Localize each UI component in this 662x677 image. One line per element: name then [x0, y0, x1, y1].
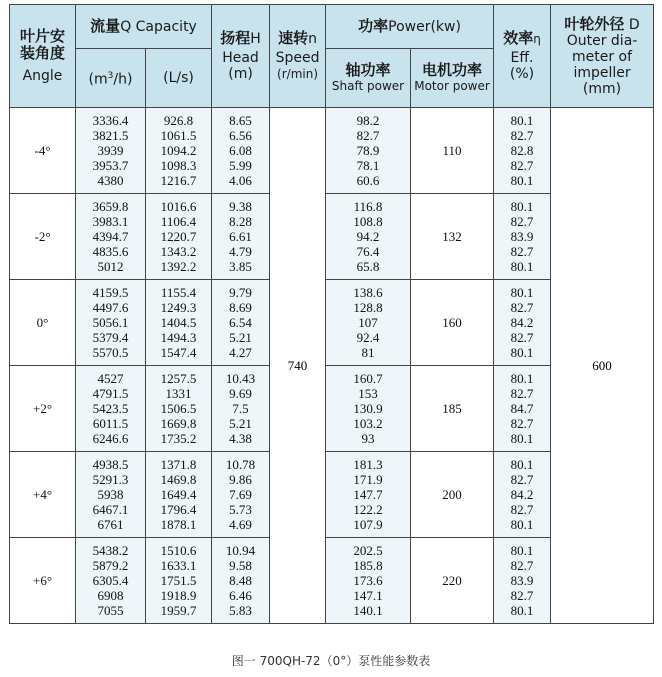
table-row: [10, 108, 654, 194]
shaft-power-cell: [326, 108, 411, 194]
capacity-ls-cell-value: 1106.4: [160, 214, 197, 229]
shaft-power-cell-value: 202.5: [353, 543, 383, 558]
capacity-m3h-cell-value: 3821.5: [92, 128, 129, 143]
shaft-power-cell: [326, 366, 411, 452]
head-cell-value: 10.94: [225, 543, 256, 558]
efficiency-cell-value: 82.7: [510, 472, 534, 487]
header-diameter-en3: impeller: [573, 64, 631, 81]
efficiency-cell-value: 82.7: [510, 558, 534, 573]
capacity-ls-cell-value: 1343.2: [160, 244, 197, 259]
shaft-power-cell-value: 107: [358, 315, 378, 330]
capacity-ls-cell-value: 1220.7: [160, 229, 197, 244]
head-cell-value: 7.5: [232, 401, 249, 416]
efficiency-cell-value: 80.1: [510, 603, 534, 618]
capacity-ls-cell: [146, 538, 212, 624]
capacity-m3h-cell: [76, 538, 146, 624]
capacity-m3h-cell-value: 4527: [97, 371, 124, 386]
header-eff-en: Eff.: [510, 50, 534, 66]
shaft-power-cell-value: 65.8: [356, 259, 380, 274]
header-shaft-zh: 轴功率: [345, 61, 391, 79]
header-power-en: Power(kw): [388, 19, 461, 35]
capacity-m3h-cell: [76, 194, 146, 280]
capacity-ls-cell-value: 1959.7: [160, 603, 197, 618]
capacity-m3h-cell-value: 6761: [97, 517, 124, 532]
angle-cell: +4°: [10, 452, 76, 538]
capacity-ls-cell-value: 1669.8: [160, 416, 197, 431]
header-diameter-en1: Outer dia-: [566, 32, 638, 49]
capacity-ls-cell-value: 1098.3: [160, 158, 197, 173]
header-capacity-zh: 流量: [90, 17, 121, 35]
capacity-ls-cell-value: 1371.8: [160, 457, 197, 472]
header-motor-power: [411, 49, 494, 108]
shaft-power-cell-value: 171.9: [353, 472, 383, 487]
capacity-m3h-cell: [76, 108, 146, 194]
capacity-m3h-cell-value: 6246.6: [92, 431, 129, 446]
header-head-zh: 扬程: [220, 29, 251, 47]
head-cell: [212, 366, 270, 452]
shaft-power-cell-value: 185.8: [353, 558, 383, 573]
capacity-ls-cell-value: 1735.2: [160, 431, 197, 446]
efficiency-cell-value: 82.7: [510, 214, 534, 229]
shaft-power-cell-value: 140.1: [353, 603, 383, 618]
shaft-power-cell: [326, 538, 411, 624]
motor-power-cell: 200: [411, 452, 494, 538]
capacity-ls-cell-value: 1918.9: [160, 588, 197, 603]
header-diameter-sym: D: [628, 16, 640, 33]
capacity-ls-cell-value: 1649.4: [160, 487, 197, 502]
capacity-m3h-cell: [76, 366, 146, 452]
head-cell: [212, 280, 270, 366]
capacity-m3h-cell-value: 7055: [97, 603, 124, 618]
head-cell-value: 9.79: [229, 285, 252, 300]
efficiency-cell-value: 82.7: [510, 244, 534, 259]
header-head: [212, 5, 270, 108]
capacity-m3h-cell-value: 4394.7: [92, 229, 129, 244]
capacity-ls-cell-value: 1506.5: [160, 401, 197, 416]
capacity-ls-cell-value: 1392.2: [160, 259, 197, 274]
capacity-ls-cell-value: 1016.6: [160, 199, 197, 214]
angle-cell: -2°: [10, 194, 76, 280]
capacity-m3h-cell-value: 3983.1: [92, 214, 129, 229]
head-cell-value: 6.46: [229, 588, 252, 603]
capacity-m3h-cell-value: 4835.6: [92, 244, 129, 259]
head-cell-value: 6.56: [229, 128, 252, 143]
head-cell-value: 4.27: [229, 345, 252, 360]
head-cell-value: 5.21: [229, 330, 252, 345]
capacity-m3h-cell-value: 5938: [97, 487, 124, 502]
header-head-sym: H: [250, 31, 261, 47]
shaft-power-cell-value: 138.6: [353, 285, 383, 300]
capacity-ls-cell-value: 1061.5: [160, 128, 197, 143]
capacity-m3h-cell-value: 5879.2: [92, 558, 129, 573]
capacity-ls-cell: [146, 194, 212, 280]
shaft-power-cell-value: 78.1: [356, 158, 380, 173]
capacity-m3h-cell-value: 5379.4: [92, 330, 129, 345]
capacity-ls-cell-value: 1796.4: [160, 502, 197, 517]
header-shaft-power: [326, 49, 411, 108]
efficiency-cell-value: 80.1: [510, 285, 534, 300]
header-capacity: [76, 5, 212, 49]
motor-power-cell: 160: [411, 280, 494, 366]
efficiency-cell-value: 84.7: [510, 401, 534, 416]
capacity-m3h-cell-value: 6467.1: [92, 502, 129, 517]
shaft-power-cell-value: 153: [358, 386, 378, 401]
capacity-m3h-cell-value: 3336.4: [92, 113, 129, 128]
shaft-power-cell-value: 160.7: [353, 371, 383, 386]
capacity-m3h-cell-value: 6305.4: [92, 573, 129, 588]
capacity-m3h-cell: [76, 452, 146, 538]
efficiency-cell-value: 82.7: [510, 158, 534, 173]
capacity-ls-cell-value: 1216.7: [160, 173, 197, 188]
shaft-power-cell-value: 130.9: [353, 401, 383, 416]
capacity-m3h-cell-value: 5012: [97, 259, 124, 274]
shaft-power-cell-value: 98.2: [356, 113, 380, 128]
capacity-m3h-cell-value: 5570.5: [92, 345, 129, 360]
header-diameter-zh: 叶轮外径: [564, 14, 625, 33]
efficiency-cell: [494, 280, 551, 366]
capacity-ls-cell: [146, 452, 212, 538]
capacity-m3h-cell-value: 4791.5: [92, 386, 129, 401]
efficiency-cell-value: 80.1: [510, 543, 534, 558]
head-cell-value: 8.48: [229, 573, 252, 588]
efficiency-cell-value: 80.1: [510, 199, 534, 214]
capacity-m3h-cell-value: 3953.7: [92, 158, 129, 173]
head-cell-value: 5.83: [229, 603, 252, 618]
header-diameter: [551, 5, 654, 108]
head-cell-value: 4.69: [229, 517, 252, 532]
efficiency-cell-value: 80.1: [510, 345, 534, 360]
capacity-ls-cell-value: 926.8: [163, 113, 194, 128]
header-shaft-en: Shaft power: [331, 79, 405, 93]
capacity-m3h-cell-value: 6011.5: [92, 416, 129, 431]
efficiency-cell-value: 80.1: [510, 517, 534, 532]
shaft-power-cell-value: 116.8: [353, 199, 383, 214]
motor-power-cell: 185: [411, 366, 494, 452]
head-cell: [212, 108, 270, 194]
header-head-en: Head: [222, 50, 259, 66]
capacity-ls-cell-value: 1257.5: [160, 371, 197, 386]
capacity-ls-cell-value: 1469.8: [160, 472, 197, 487]
header-unit-ls: (L/s): [146, 49, 212, 108]
efficiency-cell-value: 83.9: [510, 573, 534, 588]
shaft-power-cell-value: 81: [361, 345, 375, 360]
capacity-ls-cell-value: 1155.4: [160, 285, 197, 300]
header-diameter-unit: (mm): [582, 80, 622, 97]
header-speed-unit: (r/min): [277, 67, 318, 81]
capacity-ls-cell: [146, 280, 212, 366]
capacity-ls-cell-value: 1547.4: [160, 345, 197, 360]
capacity-m3h-cell-value: 4497.6: [92, 300, 129, 315]
head-cell-value: 5.73: [229, 502, 252, 517]
head-cell-value: 4.79: [229, 244, 252, 259]
head-cell-value: 5.21: [229, 416, 252, 431]
shaft-power-cell-value: 76.4: [356, 244, 380, 259]
capacity-m3h-cell-value: 4938.5: [92, 457, 129, 472]
shaft-power-cell-value: 92.4: [356, 330, 380, 345]
capacity-m3h-cell-value: 3939: [97, 143, 124, 158]
header-capacity-en: Q Capacity: [120, 19, 197, 35]
efficiency-cell-value: 80.1: [510, 259, 534, 274]
diameter-cell: 600: [551, 108, 654, 624]
header-unit-m3h: [76, 49, 146, 108]
shaft-power-cell-value: 128.8: [353, 300, 383, 315]
head-cell-value: 4.06: [229, 173, 252, 188]
head-cell-value: 10.78: [225, 457, 256, 472]
unit-m3h-sup: 3: [107, 71, 114, 82]
head-cell-value: 9.86: [229, 472, 252, 487]
head-cell-value: 6.61: [229, 229, 252, 244]
efficiency-cell-value: 84.2: [510, 487, 534, 502]
table-caption: 图一 700QH-72（0°）泵性能参数表: [231, 654, 431, 668]
capacity-ls-cell-value: 1494.3: [160, 330, 197, 345]
angle-cell: +2°: [10, 366, 76, 452]
header-eff-unit: (%): [509, 66, 535, 82]
shaft-power-cell-value: 94.2: [356, 229, 380, 244]
efficiency-cell: [494, 452, 551, 538]
header-eff-sym: η: [533, 32, 541, 46]
header-speed-zh: 速转: [278, 29, 309, 47]
header-angle-zh: 叶片安装角度: [19, 27, 65, 62]
capacity-m3h-cell-value: 6908: [97, 588, 124, 603]
head-cell-value: 6.08: [229, 143, 252, 158]
efficiency-cell: [494, 194, 551, 280]
head-cell-value: 8.69: [229, 300, 252, 315]
capacity-ls-cell-value: 1510.6: [160, 543, 197, 558]
shaft-power-cell: [326, 194, 411, 280]
head-cell-value: 5.99: [229, 158, 252, 173]
capacity-m3h-cell-value: 3659.8: [92, 199, 129, 214]
capacity-ls-cell-value: 1331: [165, 386, 192, 401]
head-cell-value: 9.69: [229, 386, 252, 401]
unit-m3h-pre: (m: [88, 71, 108, 88]
head-cell-value: 7.69: [229, 487, 252, 502]
efficiency-cell-value: 80.1: [510, 173, 534, 188]
efficiency-cell-value: 82.7: [510, 588, 534, 603]
head-cell: [212, 452, 270, 538]
header-angle-en: Angle: [22, 68, 63, 84]
angle-cell: 0°: [10, 280, 76, 366]
pump-performance-table: [9, 4, 654, 624]
head-cell: [212, 538, 270, 624]
capacity-ls-cell: [146, 366, 212, 452]
shaft-power-cell-value: 181.3: [353, 457, 383, 472]
head-cell-value: 3.85: [229, 259, 252, 274]
capacity-ls-cell-value: 1404.5: [160, 315, 197, 330]
head-cell-value: 8.65: [229, 113, 252, 128]
shaft-power-cell-value: 82.7: [356, 128, 380, 143]
angle-cell: +6°: [10, 538, 76, 624]
efficiency-cell: [494, 538, 551, 624]
capacity-m3h-cell-value: 4159.5: [92, 285, 129, 300]
efficiency-cell-value: 82.7: [510, 416, 534, 431]
head-cell-value: 9.58: [229, 558, 252, 573]
efficiency-cell-value: 80.1: [510, 457, 534, 472]
efficiency-cell: [494, 108, 551, 194]
efficiency-cell-value: 82.7: [510, 300, 534, 315]
unit-m3h-post: /h): [113, 71, 133, 88]
header-power: [326, 5, 494, 49]
efficiency-cell-value: 80.1: [510, 371, 534, 386]
motor-power-cell: 110: [411, 108, 494, 194]
efficiency-cell: [494, 366, 551, 452]
capacity-m3h-cell-value: 4380: [97, 173, 124, 188]
efficiency-cell-value: 82.7: [510, 386, 534, 401]
capacity-m3h-cell-value: 5423.5: [92, 401, 129, 416]
header-speed: [270, 5, 326, 108]
head-cell-value: 4.38: [229, 431, 252, 446]
shaft-power-cell: [326, 452, 411, 538]
header-power-zh: 功率: [358, 17, 389, 35]
speed-cell: 740: [270, 108, 326, 624]
shaft-power-cell-value: 60.6: [356, 173, 380, 188]
efficiency-cell-value: 82.8: [510, 143, 534, 158]
capacity-ls-cell-value: 1249.3: [160, 300, 197, 315]
head-cell-value: 6.54: [229, 315, 252, 330]
capacity-ls-cell-value: 1878.1: [160, 517, 197, 532]
capacity-ls-cell-value: 1633.1: [160, 558, 197, 573]
shaft-power-cell-value: 147.7: [353, 487, 383, 502]
shaft-power-cell-value: 107.9: [353, 517, 383, 532]
angle-cell: -4°: [10, 108, 76, 194]
shaft-power-cell: [326, 280, 411, 366]
header-speed-en: Speed: [275, 50, 320, 66]
efficiency-cell-value: 82.7: [510, 128, 534, 143]
header-motor-en: Motor power: [414, 79, 490, 93]
header-speed-sym: n: [308, 31, 317, 47]
header-head-unit: (m): [228, 66, 253, 82]
efficiency-cell-value: 80.1: [510, 113, 534, 128]
header-motor-zh: 电机功率: [422, 61, 483, 79]
efficiency-cell-value: 80.1: [510, 431, 534, 446]
shaft-power-cell-value: 122.2: [353, 502, 383, 517]
capacity-m3h-cell-value: 5291.3: [92, 472, 129, 487]
efficiency-cell-value: 84.2: [510, 315, 534, 330]
header-eff-zh: 效率: [503, 29, 534, 47]
head-cell-value: 8.28: [229, 214, 252, 229]
header-diameter-en2: meter of: [572, 48, 633, 65]
efficiency-cell-value: 83.9: [510, 229, 534, 244]
capacity-m3h-cell: [76, 280, 146, 366]
head-cell-value: 9.38: [229, 199, 252, 214]
shaft-power-cell-value: 147.1: [353, 588, 383, 603]
header-eff: [494, 5, 551, 108]
shaft-power-cell-value: 93: [361, 431, 375, 446]
shaft-power-cell-value: 108.8: [353, 214, 383, 229]
shaft-power-cell-value: 78.9: [356, 143, 380, 158]
shaft-power-cell-value: 173.6: [353, 573, 383, 588]
capacity-ls-cell: [146, 108, 212, 194]
shaft-power-cell-value: 103.2: [353, 416, 383, 431]
efficiency-cell-value: 82.7: [510, 330, 534, 345]
motor-power-cell: 132: [411, 194, 494, 280]
efficiency-cell-value: 82.7: [510, 502, 534, 517]
head-cell-value: 10.43: [225, 371, 256, 386]
capacity-m3h-cell-value: 5438.2: [92, 543, 129, 558]
head-cell: [212, 194, 270, 280]
capacity-ls-cell-value: 1094.2: [160, 143, 197, 158]
motor-power-cell: 220: [411, 538, 494, 624]
header-angle: [10, 5, 76, 108]
capacity-ls-cell-value: 1751.5: [160, 573, 197, 588]
capacity-m3h-cell-value: 5056.1: [92, 315, 129, 330]
